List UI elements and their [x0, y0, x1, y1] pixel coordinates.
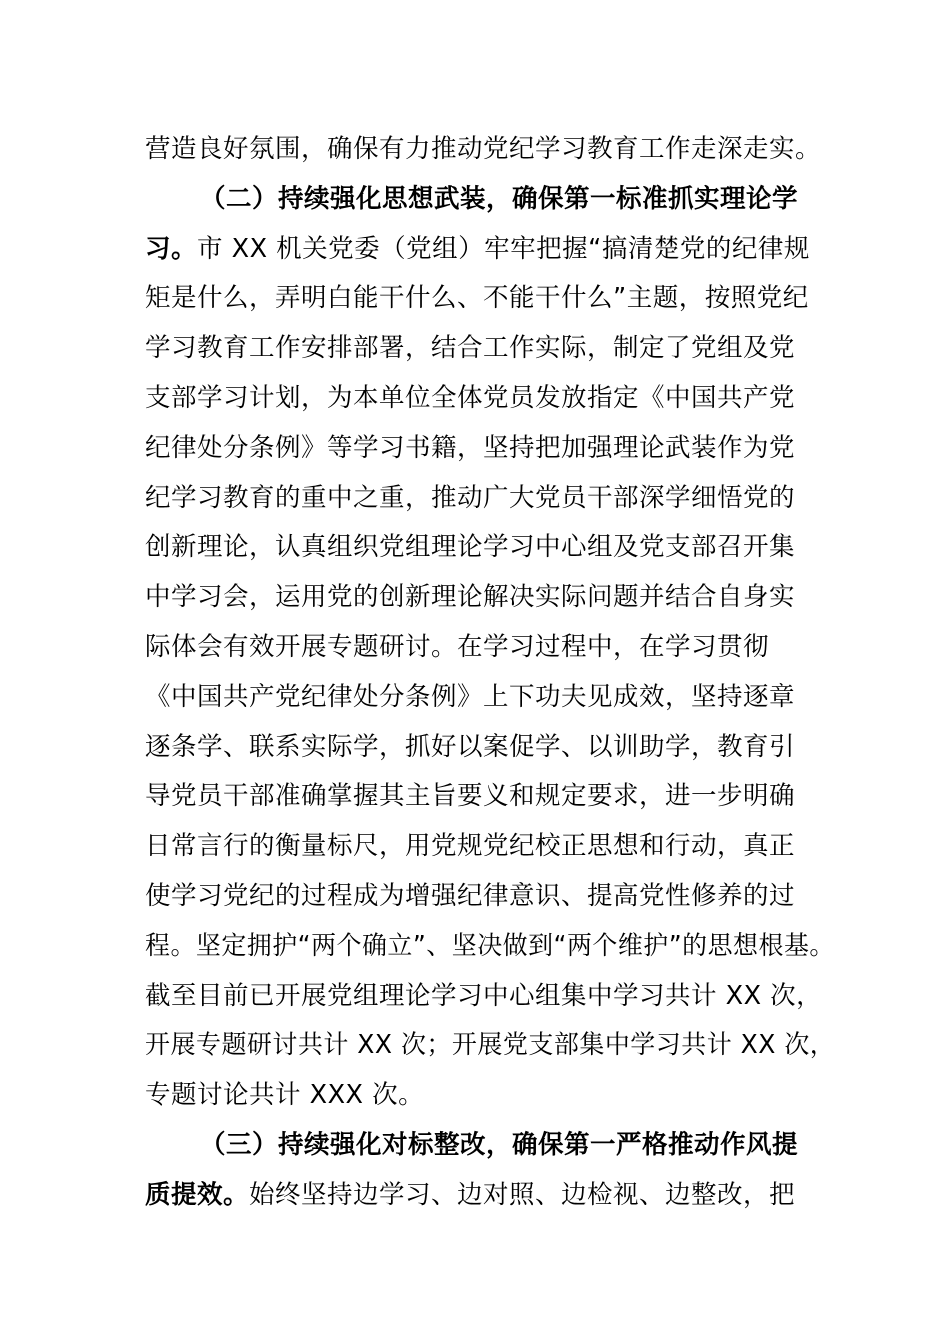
text-line: [145, 1020, 836, 1070]
body-text: 支部学习计划，为本单位全体党员发放指定《中国共产党: [145, 383, 796, 413]
text-line: [145, 921, 835, 971]
body-text: 际体会有效开展专题研讨。在学习过程中，在学习贯彻: [145, 632, 770, 662]
body-text: 纪律处分条例》等学习书籍，坚持把加强理论武装作为党: [145, 432, 796, 463]
body-text: 创新理论，认真组织党组理论学习中心组及党支部召开集: [145, 532, 796, 563]
body-text: 截至目前已开展党组理论学习中心组集中学习共计 XX 次，: [145, 980, 823, 1011]
text-line: [145, 522, 835, 572]
text-line: [145, 672, 835, 722]
text-line: [145, 124, 835, 174]
body-text: 矩是什么，弄明白能干什么、不能干什么”主题，按照党纪: [145, 283, 809, 314]
body-text: 开展专题研讨共计 XX 次；开展党支部集中学习共计 XX 次，: [145, 1030, 836, 1061]
text-line: [145, 1070, 835, 1120]
bold-heading-text: （二）持续强化思想武装，确保第一标准抓实理论学: [200, 183, 799, 214]
body-text: 市 XX 机关党委（党组）牢牢把握“搞清楚党的纪律规: [197, 233, 810, 264]
bold-heading-text: （三）持续强化对标整改，确保第一严格推动作风提: [200, 1130, 799, 1160]
text-line: [200, 174, 835, 224]
text-line: [145, 473, 835, 523]
text-line: [145, 323, 835, 373]
text-line: [145, 971, 835, 1021]
text-line: [145, 722, 835, 772]
body-text: 始终坚持边学习、边对照、边检视、边整改，把: [249, 1179, 796, 1210]
text-line: [145, 821, 835, 871]
body-text: 逐条学、联系实际学，抓好以案促学、以训助学，教育引: [145, 731, 796, 762]
bold-heading-text: 质提效。: [145, 1179, 250, 1210]
body-text: 中学习会，运用党的创新理论解决实际问题并结合自身实: [145, 582, 796, 613]
text-line: [145, 224, 835, 274]
body-text: 导党员干部准确掌握其主旨要义和规定要求，进一步明确: [145, 781, 796, 812]
text-line: [145, 572, 835, 622]
text-line: [145, 1170, 835, 1220]
text-line: [200, 1120, 835, 1170]
text-line: [145, 423, 835, 473]
body-text: 日常言行的衡量标尺，用党规党纪校正思想和行动，真正: [145, 831, 796, 862]
text-line: [145, 373, 835, 423]
body-text: 使学习党纪的过程成为增强纪律意识、提高党性修养的过: [145, 881, 796, 911]
body-text: 《中国共产党纪律处分条例》上下功夫见成效，坚持逐章: [145, 681, 796, 712]
body-text: 纪学习教育的重中之重，推动广大党员干部深学细悟党的: [145, 482, 796, 513]
body-text: 营造良好氛围，确保有力推动党纪学习教育工作走深走实。: [145, 134, 822, 164]
text-line: [145, 273, 835, 323]
text-line: [145, 771, 835, 821]
body-text: 学习教育工作安排部署，结合工作实际，制定了党组及党: [145, 333, 796, 364]
body-text: 程。坚定拥护“两个确立”、坚决做到“两个维护”的思想根基。: [145, 930, 835, 961]
text-line: [145, 871, 835, 921]
body-text: 专题讨论共计 XXX 次。: [145, 1080, 425, 1111]
text-line: [145, 622, 835, 672]
bold-heading-text: 习。: [145, 233, 198, 264]
